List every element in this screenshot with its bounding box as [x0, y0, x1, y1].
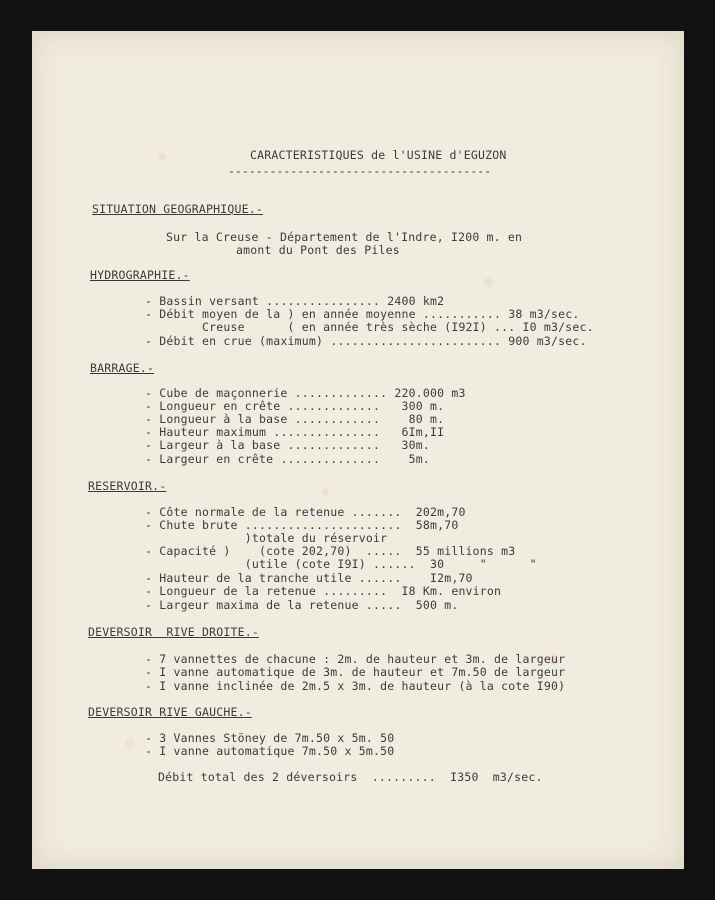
barrage-line: - Largeur en crête .............. 5m.	[145, 452, 430, 466]
deversoir-gauche-heading: DEVERSOIR RIVE GAUCHE.-	[88, 705, 252, 719]
hydro-line: - Débit en crue (maximum) ........................ 900 m3/sec.	[145, 334, 587, 348]
situation-line-2: amont du Pont des Piles	[236, 243, 400, 257]
barrage-heading: BARRAGE.-	[90, 361, 155, 375]
hydro-line: Creuse ( en année très sèche (I92I) ... I0 m3/sec.	[145, 320, 594, 334]
deversoir-droite-line: - I vanne inclinée de 2m.5 x 3m. de hauteur (à la cote I90)	[145, 679, 566, 693]
reservoir-line: - Côte normale de la retenue ....... 202m,70	[145, 505, 466, 519]
barrage-line: - Cube de maçonnerie ............. 220.000 m3	[145, 386, 466, 400]
reservoir-line: - Capacité ) (cote 202,70) ..... 55 millions m3	[145, 544, 516, 558]
reservoir-line: - Chute brute ...................... 58m,70	[145, 518, 459, 532]
deversoir-gauche-line: - 3 Vannes Stöney de 7m.50 x 5m. 50	[145, 731, 395, 745]
reservoir-line: - Hauteur de la tranche utile ...... I2m,70	[145, 571, 473, 585]
barrage-line: - Longueur en crête ............. 300 m.	[145, 399, 445, 413]
deversoir-gauche-line: - I vanne automatique 7m.50 x 5m.50	[145, 744, 395, 758]
reservoir-line: (utile (cote I9I) ...... 30 " "	[145, 557, 537, 571]
reservoir-line: )totale du réservoir	[145, 531, 388, 545]
hydro-line: - Bassin versant ................ 2400 km2	[145, 294, 445, 308]
title-underline: --------------------------------------	[228, 164, 492, 178]
barrage-line: - Largeur à la base ............. 30m.	[145, 438, 430, 452]
deversoir-droite-line: - I vanne automatique de 3m. de hauteur et 7m.50 de largeur	[145, 665, 566, 679]
reservoir-heading: RESERVOIR.-	[88, 479, 167, 493]
barrage-line: - Longueur à la base ............ 80 m.	[145, 412, 445, 426]
hydrography-heading: HYDROGRAPHIE.-	[90, 268, 190, 282]
document-title: CARACTERISTIQUES de l'USINE d'EGUZON	[250, 148, 507, 162]
situation-line-1: Sur la Creuse - Département de l'Indre, I200 m. en	[166, 230, 523, 244]
deversoir-droite-heading: DEVERSOIR RIVE DROITE.-	[88, 625, 259, 639]
situation-heading: SITUATION GEOGRAPHIQUE.-	[92, 202, 263, 216]
total-discharge: Débit total des 2 déversoirs ......... I350 m3/sec.	[158, 770, 543, 784]
barrage-line: - Hauteur maximum ............... 6Im,II	[145, 425, 445, 439]
deversoir-droite-line: - 7 vannettes de chacune : 2m. de hauteur et 3m. de largeur	[145, 652, 566, 666]
reservoir-line: - Largeur maxima de la retenue ..... 500 m.	[145, 598, 459, 612]
hydro-line: - Débit moyen de la ) en année moyenne ........... 38 m3/sec.	[145, 307, 580, 321]
reservoir-line: - Longueur de la retenue ......... I8 Km. environ	[145, 584, 502, 598]
